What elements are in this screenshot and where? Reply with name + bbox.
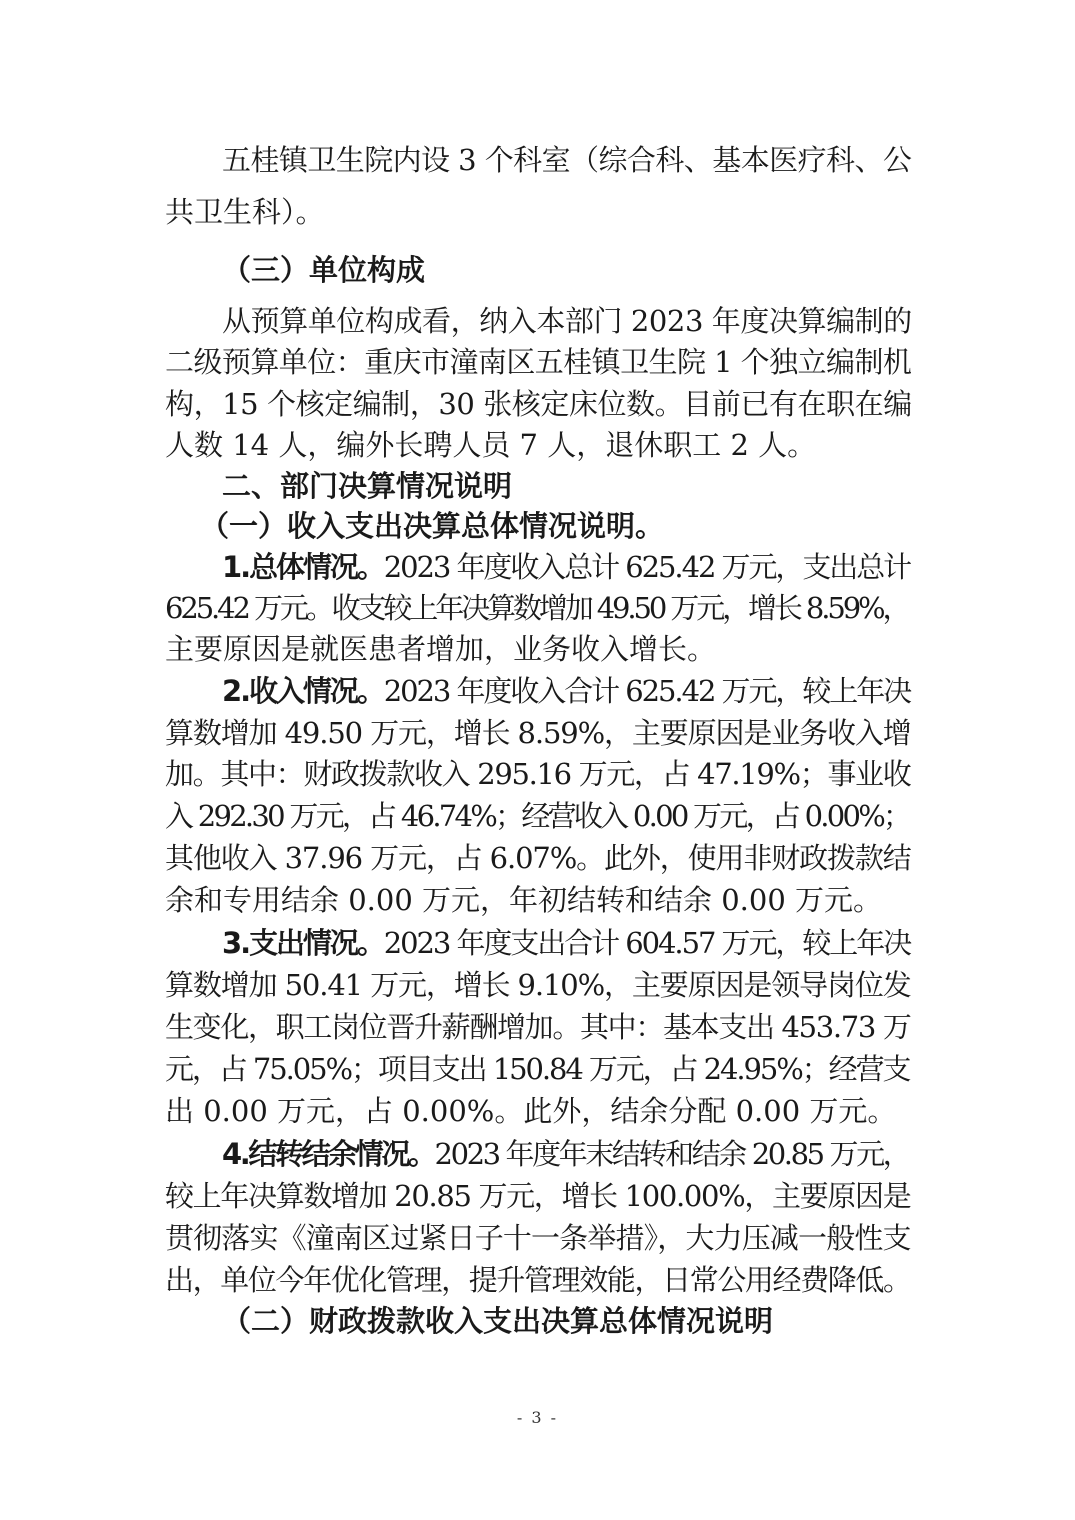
- para-carryover-line-3: 贯彻落实《潼南区过紧日子十一条举措》，大力压减一般性支: [165, 1221, 911, 1255]
- para-income-line-3: 加。其中：财政拨款收入 295.16 万元，占 47.19%；事业收: [165, 757, 911, 791]
- para-income-line-6: 余和专用结余 0.00 万元，年初结转和结余 0.00 万元。: [165, 883, 883, 917]
- para-expense-line-4: 元，占 75.05%；项目支出 150.84 万元，占 24.95%；经营支: [165, 1052, 910, 1086]
- para-composition-line-2: 二级预算单位：重庆市潼南区五桂镇卫生院 1 个独立编制机: [165, 345, 912, 379]
- para-expense-line-2: 算数增加 50.41 万元，增长 9.10%，主要原因是领导岗位发: [165, 968, 911, 1002]
- heading-fiscal-appropriation-overview: （二）财政拨款收入支出决算总体情况说明: [222, 1304, 774, 1338]
- heading-unit-composition: （三）单位构成: [222, 253, 426, 287]
- para-overall-line-3: 主要原因是就医患者增加，业务收入增长。: [165, 632, 717, 666]
- page-number: - 3 -: [516, 1408, 559, 1427]
- para-org-line-1: 五桂镇卫生院内设 3 个科室（综合科、基本医疗科、公: [222, 143, 912, 177]
- para-composition-line-3: 构，15 个核定编制，30 张核定床位数。目前已有在职在编: [165, 387, 912, 421]
- para-composition-line-1: 从预算单位构成看，纳入本部门 2023 年度决算编制的: [222, 304, 912, 338]
- para-income-line-5: 其他收入 37.96 万元，占 6.07%。此外，使用非财政拨款结: [165, 841, 911, 875]
- para-expense-line-1: 3.支出情况。2023 年度支出合计 604.57 万元，较上年决: [222, 926, 911, 960]
- para-org-line-2: 共卫生科）。: [165, 195, 325, 229]
- para-expense-line-3: 生变化，职工岗位晋升薪酬增加。其中：基本支出 453.73 万: [165, 1010, 911, 1044]
- label-expense: 3.支出情况。: [222, 926, 384, 960]
- heading-section-2: 二、部门决算情况说明: [222, 469, 513, 503]
- para-overall-line-2: 625.42 万元。收支较上年决算数增加 49.50 万元，增长 8.59%，: [165, 591, 909, 625]
- para-composition-line-4: 人数 14 人，编外长聘人员 7 人，退休职工 2 人。: [165, 428, 817, 462]
- para-income-line-1: 2.收入情况。2023 年度收入合计 625.42 万元，较上年决: [222, 674, 911, 708]
- para-carryover-line-4: 出，单位今年优化管理，提升管理效能，日常公用经费降低。: [165, 1263, 911, 1297]
- para-overall-line-1: 1.总体情况。2023 年度收入总计 625.42 万元，支出总计: [222, 550, 911, 584]
- para-income-line-4: 入 292.30 万元，占 46.74%；经营收入 0.00 万元，占 0.00%；: [165, 799, 910, 833]
- label-income: 2.收入情况。: [222, 674, 384, 708]
- para-expense-line-5: 出 0.00 万元，占 0.00%。此外，结余分配 0.00 万元。: [165, 1094, 897, 1128]
- label-carryover: 4.结转结余情况。: [222, 1137, 435, 1171]
- para-income-line-2: 算数增加 49.50 万元，增长 8.59%，主要原因是业务收入增: [165, 716, 911, 750]
- label-overall: 1.总体情况。: [222, 550, 384, 584]
- para-carryover-line-2: 较上年决算数增加 20.85 万元，增长 100.00%，主要原因是: [165, 1179, 911, 1213]
- para-carryover-line-1: 4.结转结余情况。2023 年度年末结转和结余 20.85 万元，: [222, 1137, 910, 1171]
- heading-income-expense-overview: （一）收入支出决算总体情况说明。: [200, 509, 665, 543]
